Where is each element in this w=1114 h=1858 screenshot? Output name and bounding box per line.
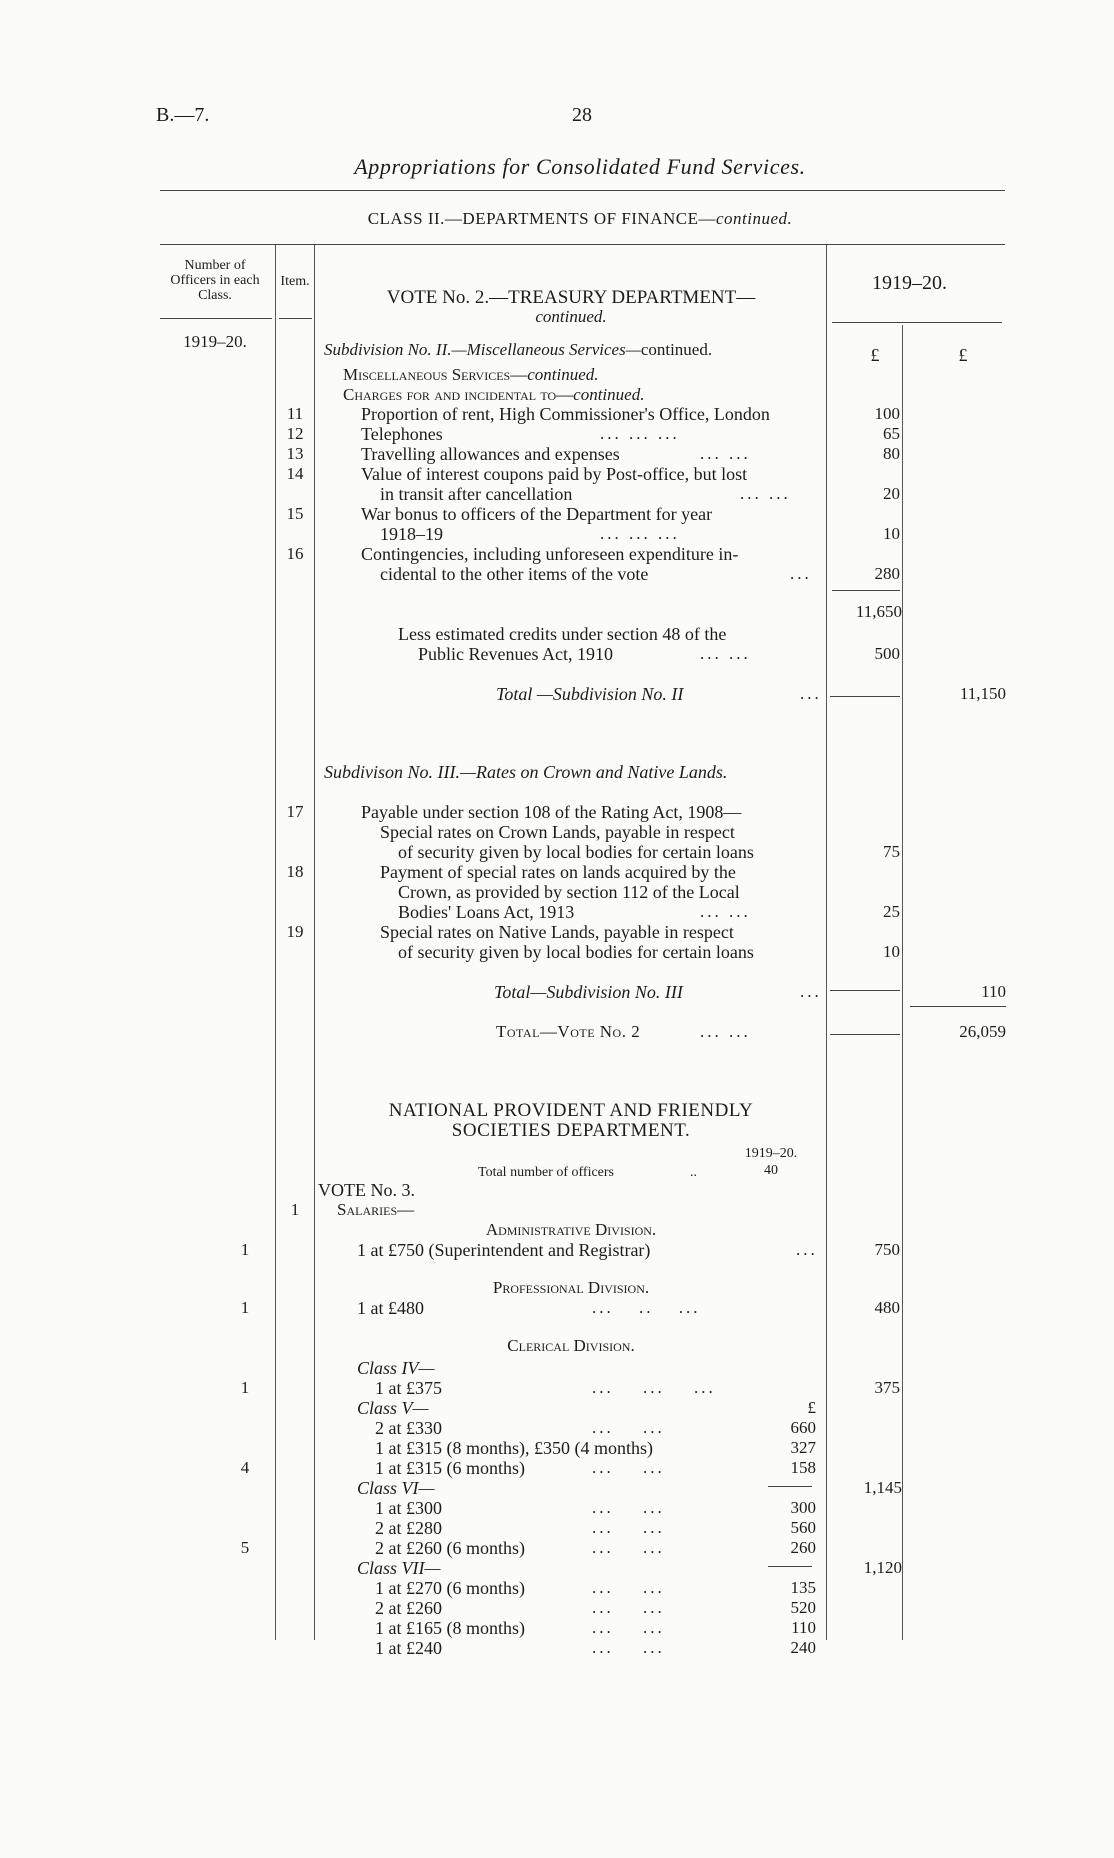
- salary-line: 1 at £240: [375, 1638, 442, 1658]
- pound-sign-col1: £: [870, 345, 880, 365]
- vote-2-title-continued: continued.: [535, 307, 607, 326]
- item-number: 13: [286, 444, 304, 463]
- professional-division: Professional Division.: [492, 1278, 650, 1297]
- item-description: of security given by local bodies for certain loans: [398, 942, 754, 962]
- class-heading: CLASS II.—DEPARTMENTS OF FINANCE—continued.: [367, 209, 793, 228]
- subdivision-3-total: 110: [981, 982, 1006, 1001]
- salary-amount: 135: [790, 1578, 816, 1597]
- item-number: 15: [286, 504, 304, 523]
- item-number: 18: [286, 862, 304, 881]
- salary-amount: 660: [790, 1418, 816, 1437]
- officer-count: 1: [240, 1240, 250, 1259]
- salary-line: 2 at £280: [375, 1518, 442, 1538]
- leader-dots: ... ... ...: [600, 424, 680, 443]
- salary-line: 2 at £330: [375, 1418, 442, 1438]
- subdivision-2-total: 11,150: [959, 684, 1006, 703]
- item-description: Proportion of rent, High Commissioner's Office, London: [361, 404, 770, 424]
- subdivision-2-heading: Subdivision No. II.—Miscellaneous Services—continued.: [324, 340, 713, 359]
- vote-2-title: VOTE No. 2.—TREASURY DEPARTMENT—: [386, 287, 756, 308]
- leader-dots: ..: [690, 1165, 697, 1180]
- salary-amount: 480: [874, 1298, 900, 1317]
- vote-2-subtotal: 11,650: [855, 602, 902, 621]
- leader-dots: ... ...: [592, 1538, 665, 1557]
- officers-column-header: Number of Officers in each Class.: [170, 258, 260, 303]
- item-description: of security given by local bodies for certain loans: [398, 842, 754, 862]
- leader-dots: ... ... ...: [592, 1378, 716, 1397]
- leader-dots: ... ...: [592, 1458, 665, 1477]
- item-description: in transit after cancellation: [380, 484, 573, 504]
- salary-line: 1 at £750 (Superintendent and Registrar): [357, 1240, 651, 1260]
- item-amount: 100: [874, 404, 900, 423]
- officers-year: 1919–20.: [744, 1146, 798, 1161]
- item-amount: 80: [883, 444, 900, 463]
- item-description: Special rates on Crown Lands, payable in respect: [380, 822, 735, 842]
- total-rule: [830, 1034, 900, 1035]
- leader-dots: ... ...: [592, 1578, 665, 1597]
- salary-amount: 158: [790, 1458, 816, 1477]
- item-column-header: Item.: [280, 274, 310, 289]
- item-description: cidental to the other items of the vote: [380, 564, 649, 584]
- leader-dots: ...: [800, 982, 822, 1001]
- vote-3-label: VOTE No. 3.: [318, 1180, 415, 1200]
- page-number: 28: [572, 104, 592, 126]
- leader-dots: ...: [800, 684, 822, 703]
- salary-amount: 520: [790, 1598, 816, 1617]
- item-description: 1918–19: [380, 524, 443, 544]
- class-rule: [768, 1486, 812, 1487]
- title-rule: [160, 190, 1005, 191]
- class-7-label: Class VII—: [357, 1558, 441, 1578]
- year-column-header: 1919–20.: [872, 272, 947, 294]
- salaries-heading: Salaries—: [337, 1200, 415, 1219]
- vote-2-total-label: Total—Vote No. 2: [496, 1022, 641, 1041]
- clerical-division: Clerical Division.: [507, 1336, 635, 1355]
- vote-3-department-line1: NATIONAL PROVIDENT AND FRIENDLY: [388, 1100, 754, 1121]
- salary-line: 2 at £260: [375, 1598, 442, 1618]
- subtotal-rule: [832, 590, 900, 591]
- class-5-label: Class V—: [357, 1398, 429, 1418]
- salary-line: 1 at £315 (6 months): [375, 1458, 525, 1478]
- salary-amount: 240: [790, 1638, 816, 1657]
- salary-amount: 327: [790, 1438, 816, 1457]
- leader-dots: ... ...: [700, 902, 751, 921]
- subdivision-3-total-label: Total—Subdivision No. III: [494, 982, 683, 1002]
- officer-count: 1: [240, 1378, 250, 1397]
- total-rule: [830, 696, 900, 697]
- leader-dots: ...: [790, 564, 812, 583]
- leader-dots: ... ...: [592, 1518, 665, 1537]
- col-divider-amount2: [902, 325, 903, 1640]
- officers-total-label: Total number of officers: [478, 1165, 614, 1180]
- misc-services-heading: Miscellaneous Services—continued.: [343, 365, 599, 384]
- leader-dots: ... ...: [700, 644, 751, 663]
- item-description: Travelling allowances and expenses: [361, 444, 620, 464]
- administrative-division: Administrative Division.: [485, 1220, 657, 1239]
- class-rule: [768, 1566, 812, 1567]
- item-number: 11: [286, 404, 304, 423]
- item-number: 17: [286, 802, 304, 821]
- leader-dots: ... ...: [700, 444, 751, 463]
- officer-count: 1: [240, 1298, 250, 1317]
- item-amount: 25: [883, 902, 900, 921]
- class-5-total: 1,145: [863, 1478, 902, 1497]
- salary-amount: 300: [790, 1498, 816, 1517]
- item-amount: 280: [874, 564, 900, 583]
- leader-dots: ... ...: [700, 1022, 751, 1041]
- pound-sign: £: [807, 1398, 816, 1417]
- item-amount: 10: [883, 942, 900, 961]
- officers-count: 40: [764, 1163, 778, 1178]
- less-credits-text: Public Revenues Act, 1910: [418, 644, 613, 664]
- salary-line: 1 at £165 (8 months): [375, 1618, 525, 1638]
- leader-dots: ... ...: [592, 1638, 665, 1657]
- subdivision-2-total-label: Total —Subdivision No. II: [496, 684, 684, 704]
- item-description: Crown, as provided by section 112 of the Local: [398, 882, 740, 902]
- item-description: Value of interest coupons paid by Post-office, but lost: [361, 464, 748, 484]
- item-header-rule: [279, 318, 312, 319]
- class-6-total: 1,120: [863, 1558, 902, 1577]
- subdivision-3-heading: Subdivison No. III.—Rates on Crown and Native Lands.: [324, 762, 728, 782]
- item-number: 12: [286, 424, 304, 443]
- col-divider-officers: [275, 245, 276, 1640]
- salary-amount: 260: [790, 1538, 816, 1557]
- document-ref: B.—7.: [156, 104, 210, 126]
- salary-amount: 560: [790, 1518, 816, 1537]
- item-description: War bonus to officers of the Department for year: [361, 504, 713, 524]
- item-number: 1: [290, 1200, 300, 1219]
- less-credits-amount: 500: [874, 644, 900, 663]
- leader-dots: ...: [796, 1240, 818, 1259]
- item-amount: 75: [883, 842, 900, 861]
- leader-dots: ... .. ...: [592, 1298, 701, 1317]
- item-number: 19: [286, 922, 304, 941]
- officer-count: 5: [240, 1538, 250, 1557]
- item-description: Telephones: [361, 424, 443, 444]
- salary-amount: 750: [874, 1240, 900, 1259]
- item-amount: 65: [883, 424, 900, 443]
- item-description: Contingencies, including unforeseen expenditure in-: [361, 544, 739, 564]
- col-divider-item: [314, 245, 315, 1640]
- item-description: Bodies' Loans Act, 1913: [398, 902, 575, 922]
- class-6-label: Class VI—: [357, 1478, 435, 1498]
- item-number: 14: [286, 464, 304, 483]
- item-amount: 10: [883, 524, 900, 543]
- salary-line: 1 at £480: [357, 1298, 424, 1318]
- leader-dots: ... ... ...: [600, 524, 680, 543]
- item-description: Payment of special rates on lands acquired by the: [380, 862, 736, 882]
- pound-sign-col2: £: [958, 345, 968, 365]
- salary-line: 1 at £315 (8 months), £350 (4 months): [375, 1438, 653, 1458]
- salary-line: 1 at £375: [375, 1378, 442, 1398]
- less-credits-text: Less estimated credits under section 48 of the: [398, 624, 727, 644]
- page-title: Appropriations for Consolidated Fund Services.: [354, 154, 806, 179]
- salary-amount: 110: [791, 1618, 816, 1637]
- leader-dots: ... ...: [592, 1598, 665, 1617]
- item-amount: 20: [883, 484, 900, 503]
- leader-dots: ... ...: [592, 1498, 665, 1517]
- vote-3-department-line2: SOCIETIES DEPARTMENT.: [451, 1120, 691, 1141]
- total-rule: [830, 990, 900, 991]
- year-header-rule: [832, 322, 1002, 323]
- leader-dots: ... ...: [592, 1618, 665, 1637]
- sub3-intro: Payable under section 108 of the Rating Act, 1908—: [361, 802, 742, 822]
- col-divider-amount1: [826, 245, 827, 1640]
- salary-line: 1 at £300: [375, 1498, 442, 1518]
- officers-year-label: 1919–20.: [183, 332, 247, 351]
- table-top-rule: [160, 244, 1005, 245]
- item-number: 16: [286, 544, 304, 563]
- officers-header-rule: [160, 318, 272, 319]
- leader-dots: ... ...: [592, 1418, 665, 1437]
- officer-count: 4: [240, 1458, 250, 1477]
- class-4-label: Class IV—: [357, 1358, 435, 1378]
- salary-line: 2 at £260 (6 months): [375, 1538, 525, 1558]
- salary-line: 1 at £270 (6 months): [375, 1578, 525, 1598]
- salary-amount: 375: [874, 1378, 900, 1397]
- total-rule: [910, 1006, 1006, 1007]
- leader-dots: ... ...: [740, 484, 791, 503]
- vote-2-total: 26,059: [959, 1022, 1006, 1041]
- charges-heading: Charges for and incidental to—continued.: [343, 385, 645, 404]
- item-description: Special rates on Native Lands, payable in respect: [380, 922, 734, 942]
